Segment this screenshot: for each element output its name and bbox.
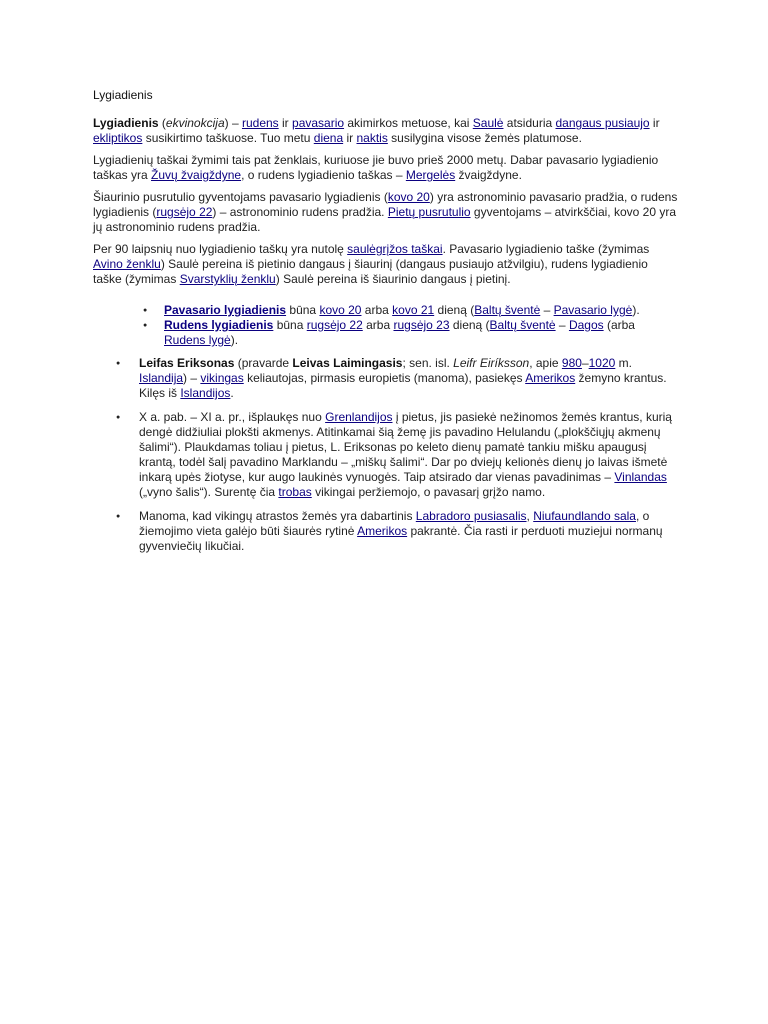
- link-labradoro-pusiasalis[interactable]: Labradoro pusiasalis: [415, 509, 527, 523]
- text: m.: [615, 356, 632, 370]
- intro-paragraph: [93, 116, 678, 146]
- text: ir: [343, 131, 357, 145]
- list-item: [139, 356, 678, 401]
- text: . Pavasario lygiadienio taške (žymimas: [442, 242, 650, 256]
- original-name: Leifr Eiríksson: [453, 356, 530, 370]
- link-svarstykliu-zenklu[interactable]: Svarstyklių ženklu: [179, 272, 276, 286]
- text: ).: [632, 303, 640, 317]
- nickname-bold: Leivas Laimingasis: [292, 356, 403, 370]
- text: („vyno šalis“). Surentę čia: [139, 485, 279, 499]
- link-dagos[interactable]: Dagos: [568, 318, 604, 332]
- text: arba: [362, 318, 394, 332]
- list-item: [164, 303, 678, 318]
- link-rudens[interactable]: rudens: [241, 116, 279, 130]
- text: dieną (: [434, 303, 475, 317]
- text: į pietus, jis pasiekė nežinomos žemės krantus, kurią dengė didžiuliai plokšti akmenys. Atitinkamai šią žemę jis pavadino Helulandu („plokščiųjų akmenų šalimi“). Plaukdamas toliau į pietus, L. Eriksonas po keleto dienų pamatė tankiu mišku apaugusį krantą, todėl šalį pavadino Marklandu – „miškų šalimi“. Dar po dviejų kelionės dienų jo laivas išmetė inkarą upės žiotyse, kur augo laukinės vynuogės. Taip atsirado dar vienas pavadinimas –: [139, 410, 672, 484]
- link-kovo-20[interactable]: kovo 20: [387, 190, 430, 204]
- text: Manoma, kad vikingų atrastos žemės yra dabartinis: [139, 509, 416, 523]
- text: (arba: [603, 318, 635, 332]
- text: akimirkos metuose, kai: [344, 116, 473, 130]
- paragraph-3: [93, 190, 678, 235]
- link-pavasario[interactable]: pavasario: [292, 116, 345, 130]
- link-niufaundlando-sala[interactable]: Niufaundlando sala: [533, 509, 636, 523]
- link-mergeles[interactable]: Mergelės: [405, 168, 456, 182]
- text: susikirtimo taškuose. Tuo metu: [142, 131, 314, 145]
- text: Per 90 laipsnių nuo lygiadienio taškų yra nutolę: [93, 242, 348, 256]
- text: ir: [278, 116, 293, 130]
- text: susilygina visose žemės platumose.: [387, 131, 582, 145]
- link-ekliptikos[interactable]: ekliptikos: [93, 131, 143, 145]
- link-980[interactable]: 980: [561, 356, 582, 370]
- text: ) yra astronominio pavasario pradžia, o rudens lygiadienis (: [93, 190, 678, 219]
- link-trobas[interactable]: trobas: [278, 485, 312, 499]
- text: Lygiadienių taškai žymimi tais pat ženklais, kuriuose jie buvo prieš 2000 metų. Dabar pavasario lygiadienio taškas yra: [93, 153, 659, 182]
- text: ) –: [224, 116, 242, 130]
- text: žemyno krantus. Kilęs iš: [139, 371, 667, 400]
- link-zuvu-zvaigzdyne[interactable]: Žuvų žvaigždyne: [151, 168, 242, 182]
- list-item: [139, 410, 678, 500]
- text: arba: [361, 303, 393, 317]
- term-bold: Lygiadienis: [93, 116, 159, 130]
- link-kovo-21[interactable]: kovo 21: [392, 303, 435, 317]
- link-islandija[interactable]: Islandija: [139, 371, 184, 385]
- link-saule[interactable]: Saulė: [472, 116, 504, 130]
- paragraph-2: [93, 153, 678, 183]
- text: ).: [230, 333, 239, 347]
- link-vikingas[interactable]: vikingas: [200, 371, 244, 385]
- text: (pravarde: [234, 356, 293, 370]
- text: Šiaurinio pusrutulio gyventojams pavasario lygiadienis (: [93, 190, 388, 204]
- link-rugsejo-23[interactable]: rugsėjo 23: [393, 318, 450, 332]
- text: dieną (: [449, 318, 490, 332]
- text: –: [540, 303, 554, 317]
- link-pavasario-lygiadienis[interactable]: Pavasario lygiadienis: [164, 303, 287, 317]
- link-rudens-lyge[interactable]: Rudens lygė: [164, 333, 231, 347]
- link-rudens-lygiadienis[interactable]: Rudens lygiadienis: [164, 318, 274, 332]
- paragraph-4: [93, 242, 678, 287]
- text: ir: [649, 116, 660, 130]
- link-rugsejo-22[interactable]: rugsėjo 22: [156, 205, 213, 219]
- link-pietu-pusrutulio[interactable]: Pietų pusrutulio: [387, 205, 471, 219]
- link-baltu-svente[interactable]: Baltų šventė: [474, 303, 541, 317]
- text: , o rudens lygiadienio taškas –: [241, 168, 406, 182]
- equinox-list: [93, 303, 678, 348]
- text: ) Saulė pereina iš pietinio dangaus į šiaurinį (dangaus pusiaujo atžvilgiu), rudens lygiadienio taške (žymimas: [93, 257, 648, 286]
- link-avino-zenklu[interactable]: Avino ženklu: [93, 257, 161, 271]
- link-1020[interactable]: 1020: [588, 356, 616, 370]
- text: keliautojas, pirmasis europietis (manoma), pasiekęs: [243, 371, 526, 385]
- link-vinlandas[interactable]: Vinlandas: [614, 470, 667, 484]
- text: , apie: [529, 356, 562, 370]
- text: ) Saulė pereina iš šiaurinio dangaus į pietinį.: [275, 272, 511, 286]
- text: ,: [526, 509, 534, 523]
- text: , o žiemojimo vieta galėjo būti šiaurės rytinė: [139, 509, 650, 538]
- text: gyventojams – atvirkščiai, kovo 20 yra jų astronominio rudens pradžia.: [93, 205, 676, 234]
- document-page: [93, 88, 678, 563]
- text: žvaigždyne.: [455, 168, 522, 182]
- link-pavasario-lyge[interactable]: Pavasario lygė: [553, 303, 633, 317]
- leif-erikson-list: [93, 356, 678, 554]
- link-kovo-20[interactable]: kovo 20: [319, 303, 362, 317]
- list-item: [164, 318, 678, 348]
- text: būna: [286, 303, 320, 317]
- text: ) – astronominio rudens pradžia.: [212, 205, 388, 219]
- link-naktis[interactable]: naktis: [356, 131, 388, 145]
- text: ) –: [183, 371, 201, 385]
- link-diena[interactable]: diena: [313, 131, 344, 145]
- text: –: [555, 318, 569, 332]
- link-saulegrizos-taskai[interactable]: saulėgrįžos taškai: [347, 242, 443, 256]
- name-bold: Leifas Eriksonas: [139, 356, 235, 370]
- list-item: [139, 509, 678, 554]
- text: atsiduria: [503, 116, 556, 130]
- link-rugsejo-22[interactable]: rugsėjo 22: [306, 318, 363, 332]
- text: būna: [273, 318, 307, 332]
- text: X a. pab. – XI a. pr., išplaukęs nuo: [139, 410, 326, 424]
- text: (: [158, 116, 166, 130]
- text: –: [581, 356, 589, 370]
- text: .: [230, 386, 234, 400]
- link-amerikos[interactable]: Amerikos: [525, 371, 576, 385]
- page-title: Lygiadienis: [93, 88, 153, 102]
- text: vikingai peržiemojo, o pavasarį grįžo namo.: [311, 485, 546, 499]
- link-grenlandijos[interactable]: Grenlandijos: [325, 410, 393, 424]
- link-amerikos[interactable]: Amerikos: [357, 524, 408, 538]
- text: ; sen. isl.: [402, 356, 454, 370]
- link-baltu-svente[interactable]: Baltų šventė: [489, 318, 556, 332]
- link-dangaus-pusiaujo[interactable]: dangaus pusiaujo: [555, 116, 650, 130]
- alt-term: ekvinokcija: [165, 116, 225, 130]
- text: pakrantė. Čia rasti ir perduoti muziejui normanų gyvenviečių likučiai.: [139, 524, 663, 553]
- link-islandijos[interactable]: Islandijos: [180, 386, 231, 400]
